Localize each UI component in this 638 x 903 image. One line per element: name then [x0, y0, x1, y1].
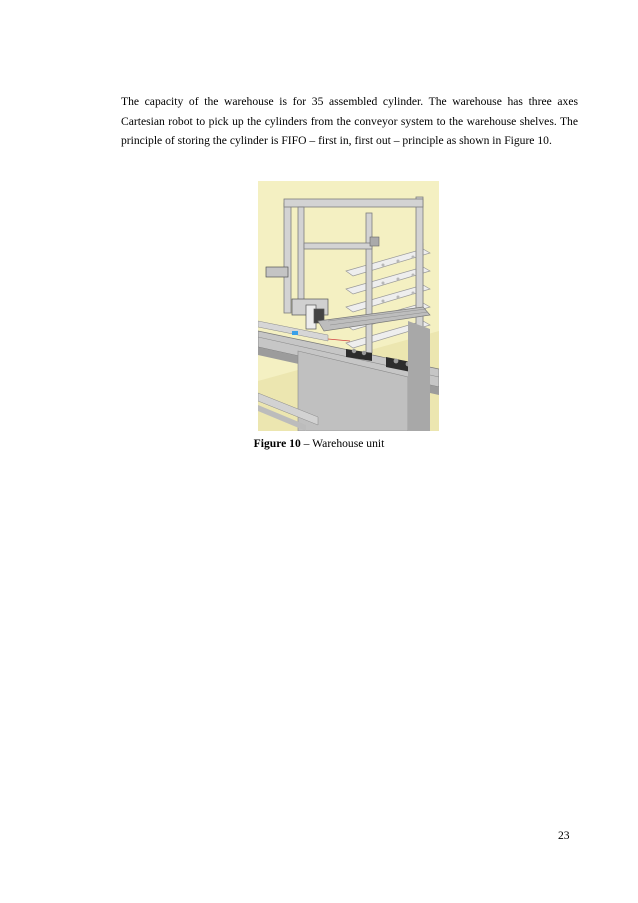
- warehouse-unit-figure: [258, 181, 439, 431]
- figure-caption: [0, 437, 638, 450]
- figure-caption-text: – Warehouse unit: [300, 437, 385, 450]
- figure-caption-label: Figure 10: [253, 437, 301, 450]
- body-paragraph: The capacity of the warehouse is for 35 assembled cylinder. The warehouse has three axes Cartesian robot to pick up the cylinders from the conveyor system to the warehouse shelves. The principle of storing the cylinder is FIFO – first in, first out – principle as shown in Figure 10.: [121, 95, 578, 147]
- warehouse-unit-illustration: [258, 181, 439, 431]
- page-number: 23: [558, 829, 570, 842]
